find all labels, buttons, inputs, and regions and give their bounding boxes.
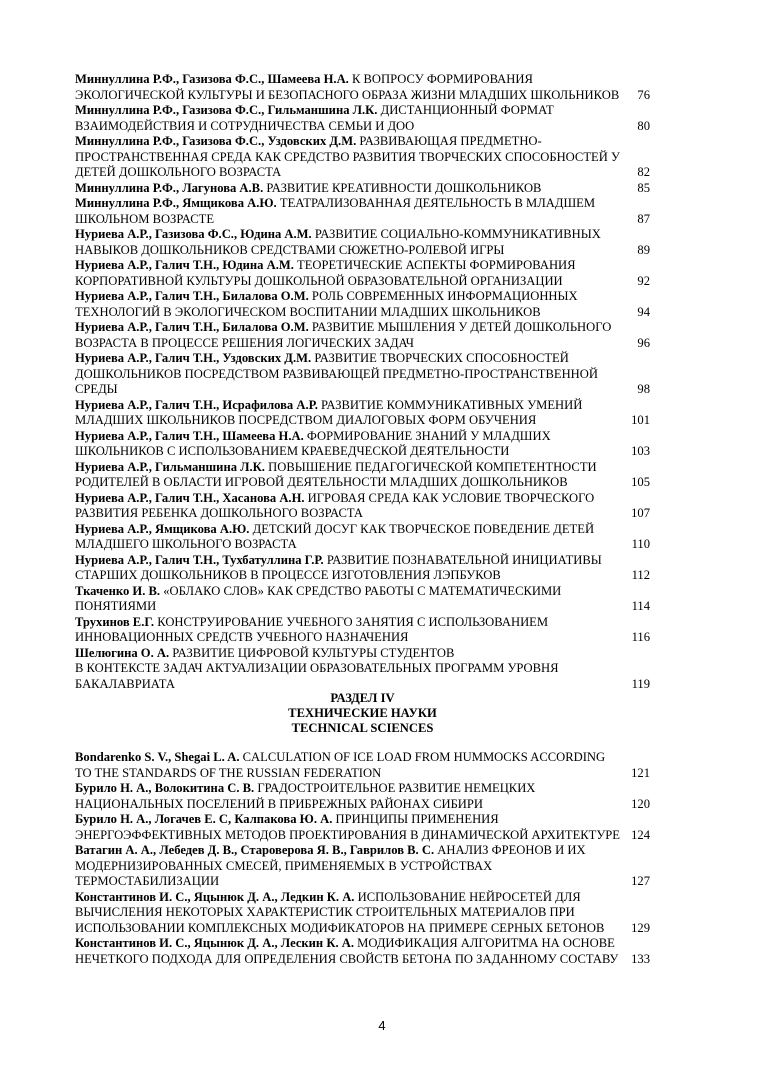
entry-authors: Нуриева А.Р., Галич Т.Н., Юдина А.М.: [75, 258, 294, 272]
toc-entry: [75, 72, 650, 103]
entry-title: ТЕАТРАЛИЗОВАННАЯ ДЕЯТЕЛЬНОСТЬ В МЛАДШЕМ ШКОЛЬНОМ ВОЗРАСТЕ: [75, 196, 596, 226]
toc-entry: [75, 258, 650, 289]
entry-authors: Bondarenko S. V., Shegai L. A.: [75, 750, 240, 764]
entry-page-number: 107: [631, 506, 650, 520]
entry-title: ГРАДОСТРОИТЕЛЬНОЕ РАЗВИТИЕ НЕМЕЦКИХ НАЦИОНАЛЬНЫХ ПОСЕЛЕНИЙ В ПРИБРЕЖНЫХ РАЙОНАХ СИБИРИ: [75, 781, 536, 811]
toc-entry: [75, 522, 650, 553]
entry-title: ФОРМИРОВАНИЕ ЗНАНИЙ У МЛАДШИХ ШКОЛЬНИКОВ С ИСПОЛЬЗОВАНИЕМ КРАЕВЕДЧЕСКОЙ ДЕЯТЕЛЬНОСТИ: [75, 428, 551, 458]
toc-entry: [75, 812, 650, 843]
entry-title: ПРИНЦИПЫ ПРИМЕНЕНИЯ ЭНЕРГОЭФФЕКТИВНЫХ МЕТОДОВ ПРОЕКТИРОВАНИЯ В ДИНАМИЧЕСКОЙ АРХИТЕКТУРЕ: [75, 812, 620, 842]
toc-entry: [75, 320, 650, 351]
entry-title: К ВОПРОСУ ФОРМИРОВАНИЯ ЭКОЛОГИЧЕСКОЙ КУЛЬТУРЫ И БЕЗОПАСНОГО ОБРАЗА ЖИЗНИ МЛАДШИХ ШКОЛЬНИКОВ: [75, 72, 620, 102]
entry-page-number: 114: [631, 599, 650, 613]
entry-page-number: 103: [631, 444, 650, 458]
entry-authors: Миннуллина Р.Ф., Газизова Ф.С., Уздовских Д.М.: [75, 134, 357, 148]
entry-authors: Нуриева А.Р., Газизова Ф.С., Юдина А.М.: [75, 227, 312, 241]
toc-entry: [75, 181, 650, 197]
entry-title: РАЗВИТИЕ ТВОРЧЕСКИХ СПОСОБНОСТЕЙ ДОШКОЛЬНИКОВ ПОСРЕДСТВОМ РАЗВИВАЮЩЕЙ ПРЕДМЕТНО-ПРОСТРАНСТВЕННОЙ СРЕДЫ: [75, 351, 598, 396]
entry-title: РАЗВИТИЕ КРЕАТИВНОСТИ ДОШКОЛЬНИКОВ: [266, 180, 542, 195]
entry-title: РАЗВИТИЕ КОММУНИКАТИВНЫХ УМЕНИЙ МЛАДШИХ ШКОЛЬНИКОВ ПОСРЕДСТВОМ ДИАЛОГОВЫХ ФОРМ ОБУЧЕНИЯ: [75, 397, 583, 427]
toc-entry: [75, 750, 650, 781]
toc-entry: [75, 460, 650, 491]
entry-page-number: 85: [637, 180, 650, 195]
entry-page-number: 94: [637, 304, 650, 319]
entry-authors: Нуриева А.Р., Галич Т.Н., Тухбатуллина Г.Р.: [75, 552, 324, 567]
entry-authors: Нуриева А.Р., Галич Т.Н., Хасанова А.Н.: [75, 490, 305, 505]
entry-title: АНАЛИЗ ФРЕОНОВ И ИХ МОДЕРНИЗИРОВАННЫХ СМЕСЕЙ, ПРИМЕНЯЕМЫХ В УСТРОЙСТВАХ ТЕРМОСТАБИЛИЗАЦИИ: [75, 843, 586, 888]
entry-page-number: 76: [637, 87, 650, 102]
entry-page-number: 127: [631, 874, 650, 888]
entry-title: РАЗВИТИЕ СОЦИАЛЬНО-КОММУНИКАТИВНЫХ НАВЫКОВ ДОШКОЛЬНИКОВ СРЕДСТВАМИ СЮЖЕТНО-РОЛЕВОЙ ИГРЫ: [75, 227, 601, 257]
entry-authors: Константинов И. С., Яцынюк Д. А., Лескин К. А.: [75, 936, 354, 950]
entry-title: ДЕТСКИЙ ДОСУГ КАК ТВОРЧЕСКОЕ ПОВЕДЕНИЕ ДЕТЕЙ МЛАДШЕГО ШКОЛЬНОГО ВОЗРАСТА: [75, 521, 595, 551]
entry-title: КОНСТРУИРОВАНИЕ УЧЕБНОГО ЗАНЯТИЯ С ИСПОЛЬЗОВАНИЕМ ИННОВАЦИОННЫХ СРЕДСТВ УЧЕБНОГО НАЗНАЧЕНИЯ: [75, 614, 549, 644]
entry-page-number: 96: [637, 335, 650, 350]
toc-entry: [75, 615, 650, 646]
toc-entry: [75, 429, 650, 460]
entry-authors: Миннуллина Р.Ф., Газизова Ф.С., Гильманшина Л.К.: [75, 103, 378, 117]
toc-entry: [75, 553, 650, 584]
entry-authors: Миннуллина Р.Ф., Газизова Ф.С., Шамеева Н.А.: [75, 72, 349, 86]
entry-title: ИГРОВАЯ СРЕДА КАК УСЛОВИЕ ТВОРЧЕСКОГО РАЗВИТИЯ РЕБЕНКА ДОШКОЛЬНОГО ВОЗРАСТА: [75, 490, 595, 520]
entry-page-number: 112: [631, 568, 650, 582]
toc-entry: [75, 351, 650, 398]
toc-entry: [75, 103, 650, 134]
toc-entry: [75, 289, 650, 320]
entry-authors: Нуриева А.Р., Галич Т.Н., Билалова О.М.: [75, 320, 309, 334]
page-number: 4: [378, 1018, 386, 1033]
section-heading: [75, 691, 650, 736]
toc-entry: [75, 584, 650, 615]
toc-entry: [75, 936, 650, 967]
section-title-ru: ТЕХНИЧЕСКИЕ НАУКИ: [288, 706, 437, 720]
entry-page-number: 98: [637, 382, 650, 396]
entry-authors: Нуриева А.Р., Ямщикова А.Ю.: [75, 521, 250, 536]
entry-authors: Ватагин А. А., Лебедев Д. В., Староверова Я. В., Гаврилов В. С.: [75, 843, 435, 857]
entry-page-number: 82: [637, 165, 650, 179]
entry-authors: Нуриева А.Р., Галич Т.Н., Уздовских Д.М.: [75, 351, 312, 365]
entry-page-number: 121: [631, 765, 650, 780]
entry-authors: Миннуллина Р.Ф., Ямщикова А.Ю.: [75, 196, 277, 210]
entry-page-number: 133: [631, 951, 650, 966]
entry-title: РАЗВИТИЕ МЫШЛЕНИЯ У ДЕТЕЙ ДОШКОЛЬНОГО ВОЗРАСТА В ПРОЦЕССЕ РЕШЕНИЯ ЛОГИЧЕСКИХ ЗАДАЧ: [75, 320, 612, 350]
entry-page-number: 80: [637, 118, 650, 133]
entry-authors: Шелюгина О. А.: [75, 645, 170, 660]
entry-page-number: 92: [637, 273, 650, 288]
toc-entry: [75, 227, 650, 258]
entry-authors: Миннуллина Р.Ф., Лагунова А.В.: [75, 180, 264, 195]
entry-title: РАЗВИТИЕ ЦИФРОВОЙ КУЛЬТУРЫ СТУДЕНТОВ: [172, 645, 455, 660]
entry-page-number: 89: [637, 242, 650, 257]
toc-entry: [75, 398, 650, 429]
entry-title: ПОВЫШЕНИЕ ПЕДАГОГИЧЕСКОЙ КОМПЕТЕНТНОСТИ РОДИТЕЛЕЙ В ОБЛАСТИ ИГРОВОЙ ДЕЯТЕЛЬНОСТИ МЛАДШИХ ДОШКОЛЬНИКОВ: [75, 459, 597, 489]
entry-title: ДИСТАНЦИОННЫЙ ФОРМАТ ВЗАИМОДЕЙСТВИЯ И СОТРУДНИЧЕСТВА СЕМЬИ И ДОО: [75, 103, 554, 133]
entry-authors: Нуриева А.Р., Галич Т.Н., Исрафилова А.Р.: [75, 397, 318, 412]
entry-title: РАЗВИВАЮЩАЯ ПРЕДМЕТНО-ПРОСТРАНСТВЕННАЯ СРЕДА КАК СРЕДСТВО РАЗВИТИЯ ТВОРЧЕСКИХ СПОСОБНОСТЕЙ У ДЕТЕЙ ДОШКОЛЬНОГО ВОЗРАСТА: [75, 134, 620, 179]
section-number: РАЗДЕЛ IV: [330, 691, 395, 705]
toc-part2: [75, 750, 650, 967]
entry-authors: Константинов И. С., Яцынюк Д. А., Ледкин К. А.: [75, 889, 355, 904]
entry-page-number: 101: [631, 413, 650, 427]
entry-title: РАЗВИТИЕ ПОЗНАВАТЕЛЬНОЙ ИНИЦИАТИВЫ СТАРШИХ ДОШКОЛЬНИКОВ В ПРОЦЕССЕ ИЗГОТОВЛЕНИЯ ЛЭПБУКОВ: [75, 552, 602, 582]
toc-entry: [75, 781, 650, 812]
entry-page-number: 105: [631, 475, 650, 489]
toc-entry: [75, 196, 650, 227]
entry-page-number: 124: [631, 827, 650, 842]
entry-title: ИСПОЛЬЗОВАНИЕ НЕЙРОСЕТЕЙ ДЛЯ ВЫЧИСЛЕНИЯ НЕКОТОРЫХ ХАРАКТЕРИСТИК СТРОИТЕЛЬНЫХ МАТЕРИАЛОВ ПРИ ИСПОЛЬЗОВАНИИ КОМПЛЕКСНЫХ МОДИФИКАТОРОВ НА ПРИМЕРЕ СЕРНЫХ БЕТОНОВ: [75, 889, 605, 935]
toc-entry: [75, 646, 650, 693]
toc-entry: [75, 890, 650, 937]
entry-page-number: 129: [631, 920, 650, 935]
entry-title: ТЕОРЕТИЧЕСКИЕ АСПЕКТЫ ФОРМИРОВАНИЯ КОРПОРАТИВНОЙ КУЛЬТУРЫ ДОШКОЛЬНОЙ ОБРАЗОВАТЕЛЬНОЙ ОРГАНИЗАЦИИ: [75, 258, 576, 288]
toc-entry: [75, 491, 650, 522]
entry-title: «ОБЛАКО СЛОВ» КАК СРЕДСТВО РАБОТЫ С МАТЕМАТИЧЕСКИМИ ПОНЯТИЯМИ: [75, 583, 562, 613]
toc-entry: [75, 134, 650, 181]
toc-part1: [75, 72, 650, 692]
entry-title: РОЛЬ СОВРЕМЕННЫХ ИНФОРМАЦИОННЫХ ТЕХНОЛОГИЙ В ЭКОЛОГИЧЕСКОМ ВОСПИТАНИИ МЛАДШИХ ШКОЛЬНИКОВ: [75, 289, 578, 319]
entry-page-number: 110: [631, 537, 650, 551]
entry-authors: Нуриева А.Р., Гильманшина Л.К.: [75, 459, 265, 474]
section-title-en: TECHNICAL SCIENCES: [291, 721, 434, 735]
toc-entry: [75, 843, 650, 890]
entry-title: МОДИФИКАЦИЯ АЛГОРИТМА НА ОСНОВЕ НЕЧЕТКОГО ПОДХОДА ДЛЯ ОПРЕДЕЛЕНИЯ СВОЙСТВ БЕТОНА ПО ЗАДАННОМУ СОСТАВУ: [75, 936, 619, 966]
entry-authors: Трухинов Е.Г.: [75, 614, 155, 629]
entry-authors: Нуриева А.Р., Галич Т.Н., Шамеева Н.А.: [75, 428, 304, 443]
entry-page-number: 87: [637, 211, 650, 226]
entry-page-number: 119: [631, 676, 650, 691]
entry-page-number: 116: [631, 630, 650, 644]
entry-title-continuation: В КОНТЕКСТЕ ЗАДАЧ АКТУАЛИЗАЦИИ ОБРАЗОВАТЕЛЬНЫХ ПРОГРАММ УРОВНЯ БАКАЛАВРИАТА: [75, 661, 559, 691]
entry-authors: Нуриева А.Р., Галич Т.Н., Билалова О.М.: [75, 289, 309, 303]
entry-authors: Ткаченко И. В.: [75, 583, 161, 598]
entry-authors: Бурило Н. А., Волокитина С. В.: [75, 781, 255, 795]
entry-title: CALCULATION OF ICE LOAD FROM HUMMOCKS ACCORDING TO THE STANDARDS OF THE RUSSIAN FEDERATION: [75, 750, 606, 780]
entry-authors: Бурило Н. А., Логачев Е. С, Калпакова Ю. А.: [75, 812, 333, 826]
entry-page-number: 120: [631, 796, 650, 811]
